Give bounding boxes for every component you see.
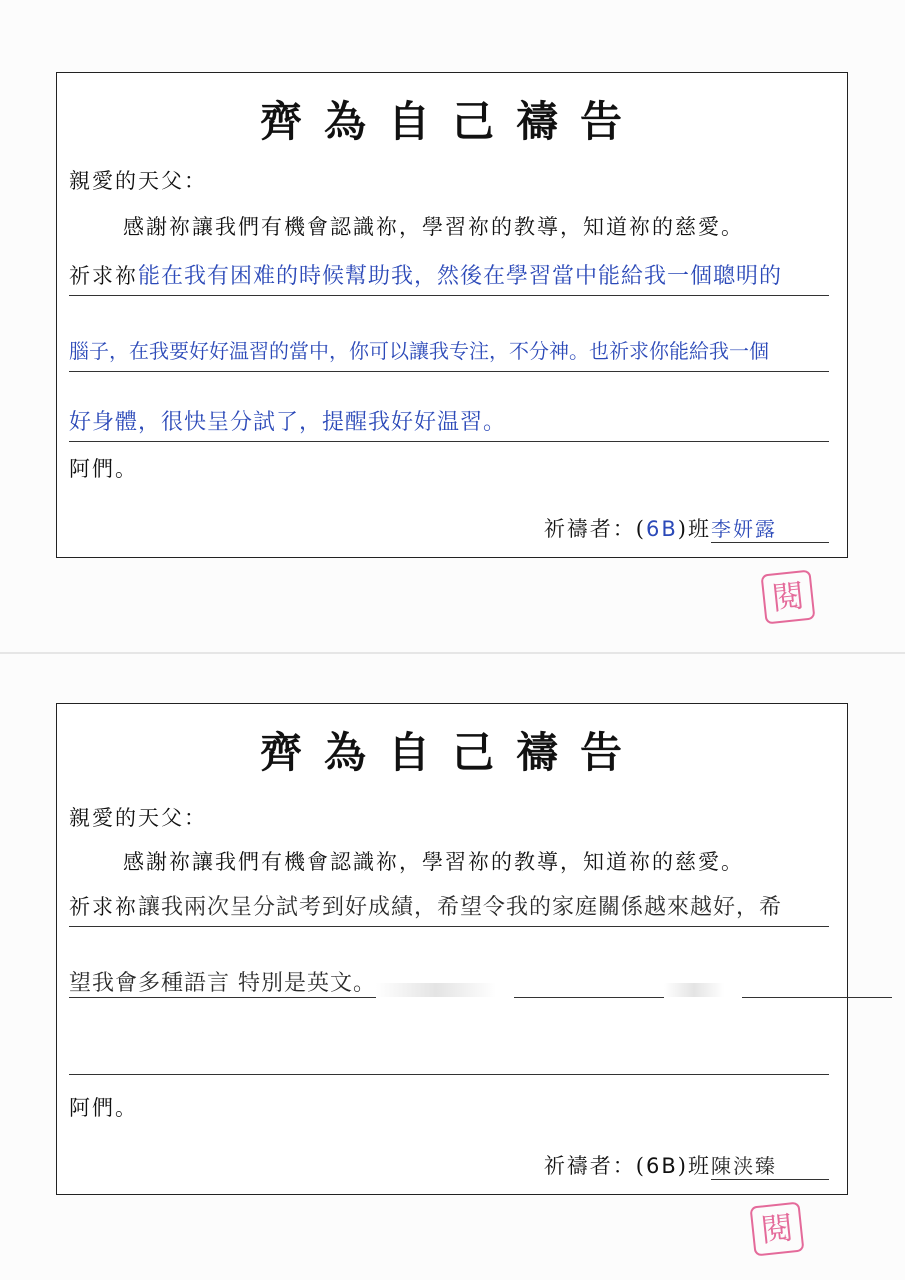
class-value: 6B <box>646 1154 678 1178</box>
handwritten-request: 腦子，在我要好好温習的當中，你可以讓我专注，不分神。也祈求你能給我一個 <box>69 339 769 363</box>
reviewed-stamp: 閱 <box>761 570 816 625</box>
prayer-card-1 <box>56 72 848 558</box>
card-title: 齊為自己禱告 <box>259 97 644 146</box>
amen-text: 阿們。 <box>69 1096 138 1120</box>
signer-label: 祈禱者：( <box>543 1154 647 1178</box>
handwritten-request: 能在我有困难的時候幫助我，然後在學習當中能給我一個聰明的 <box>138 264 783 289</box>
prayer-card-2 <box>56 703 848 1195</box>
signer-line <box>544 513 829 543</box>
handwritten-request: 讓我兩次呈分試考到好成績，希望令我的家庭關係越來越好，希 <box>138 895 783 920</box>
signer-label: 祈禱者：( <box>543 517 647 541</box>
thanks-text: 感謝祢讓我們有機會認識祢，學習祢的教導，知道祢的慈愛。 <box>123 850 744 874</box>
signature-field <box>711 513 829 543</box>
signature-field <box>711 1150 829 1180</box>
class-value: 6B <box>646 517 678 541</box>
card-title: 齊為自己禱告 <box>259 728 644 777</box>
handwritten-request: 好身體，很快呈分試了，提醒我好好温習。 <box>69 410 507 435</box>
request-line-3 <box>69 405 829 442</box>
thanks-text: 感謝祢讓我們有機會認識祢，學習祢的教導，知道祢的慈愛。 <box>123 215 744 239</box>
amen-text: 阿們。 <box>69 457 138 481</box>
request-line-1 <box>69 259 829 296</box>
request-line-2 <box>69 966 829 1002</box>
blank-line-segment <box>742 977 892 998</box>
class-suffix: )班 <box>677 517 711 541</box>
request-line-1 <box>69 890 829 927</box>
request-prefix: 祈求祢 <box>69 264 138 288</box>
smudge-mark <box>664 983 724 997</box>
signature: 李妍露 <box>711 517 777 541</box>
request-prefix: 祈求祢 <box>69 895 138 919</box>
handwritten-request: 望我會多種語言 特別是英文。 <box>69 966 376 998</box>
greeting-text: 親愛的天父： <box>69 806 207 830</box>
signature: 陳浃臻 <box>711 1154 777 1178</box>
reviewed-stamp: 閱 <box>750 1202 805 1257</box>
signer-line <box>544 1150 829 1180</box>
request-line-2 <box>69 335 829 372</box>
paper-fold-line <box>0 652 905 654</box>
class-suffix: )班 <box>677 1154 711 1178</box>
smudge-mark <box>376 983 496 997</box>
greeting-text: 親愛的天父： <box>69 169 207 193</box>
blank-line-segment <box>514 977 664 998</box>
request-line-3 <box>69 1038 829 1075</box>
